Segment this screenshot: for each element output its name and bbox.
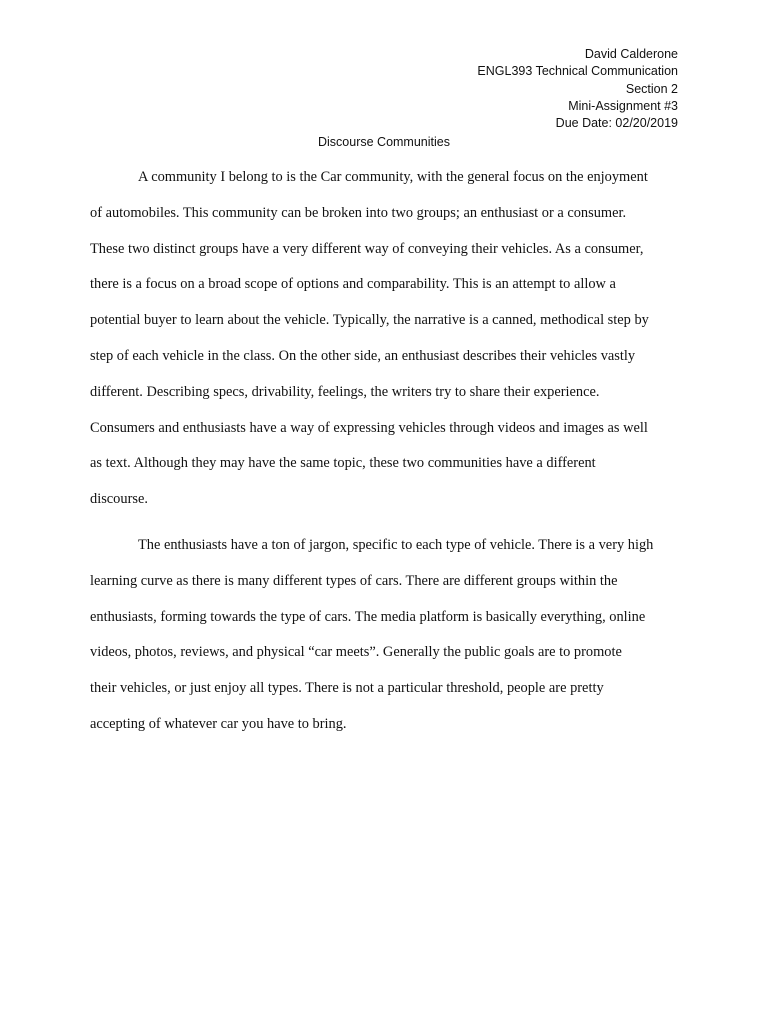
paragraph-line: discourse.	[90, 491, 148, 508]
section-number: Section 2	[625, 81, 678, 96]
author-name: David Calderone	[584, 47, 678, 61]
paragraph-line: as text. Although they may have the same topic, these two communities have a different	[90, 455, 596, 472]
paragraph-line: Consumers and enthusiasts have a way of expressing vehicles through videos and images as well	[90, 419, 648, 436]
paragraph-1	[90, 166, 680, 524]
document-title: Discourse Communities	[318, 135, 450, 149]
paragraph-line: their vehicles, or just enjoy all types. There is not a particular threshold, people are pretty	[90, 680, 604, 697]
paragraph-line: different. Describing specs, drivability, feelings, the writers try to share their experience.	[90, 383, 600, 400]
paragraph-line: potential buyer to learn about the vehicle. Typically, the narrative is a canned, methodical step by	[90, 312, 649, 329]
paragraph-line: step of each vehicle in the class. On the other side, an enthusiast describes their vehicles vastly	[90, 347, 636, 364]
due-date: Due Date: 02/20/2019	[555, 116, 678, 131]
paragraph-line: there is a focus on a broad scope of options and comparability. This is an attempt to allow a	[90, 276, 616, 293]
paragraph-line: These two distinct groups have a very different way of conveying their vehicles. As a consumer,	[90, 240, 644, 257]
paragraph-line: enthusiasts, forming towards the type of cars. The media platform is basically everything, online	[90, 608, 646, 625]
paragraph-line: accepting of whatever car you have to bring.	[90, 715, 347, 732]
paragraph-line: A community I belong to is the Car community, with the general focus on the enjoyment	[138, 169, 648, 185]
paragraph-line: videos, photos, reviews, and physical “car meets”. Generally the public goals are to promote	[90, 644, 622, 661]
header-block	[477, 46, 678, 132]
paragraph-2	[90, 534, 680, 749]
paragraph-line: of automobiles. This community can be broken into two groups; an enthusiast or a consumer.	[90, 204, 627, 221]
assignment-name: Mini-Assignment #3	[568, 98, 678, 113]
paragraph-line: The enthusiasts have a ton of jargon, specific to each type of vehicle. There is a very high	[138, 537, 654, 553]
course-name: ENGL393 Technical Communication	[477, 64, 678, 79]
paragraph-line: learning curve as there is many different types of cars. There are different groups within the	[90, 572, 618, 589]
